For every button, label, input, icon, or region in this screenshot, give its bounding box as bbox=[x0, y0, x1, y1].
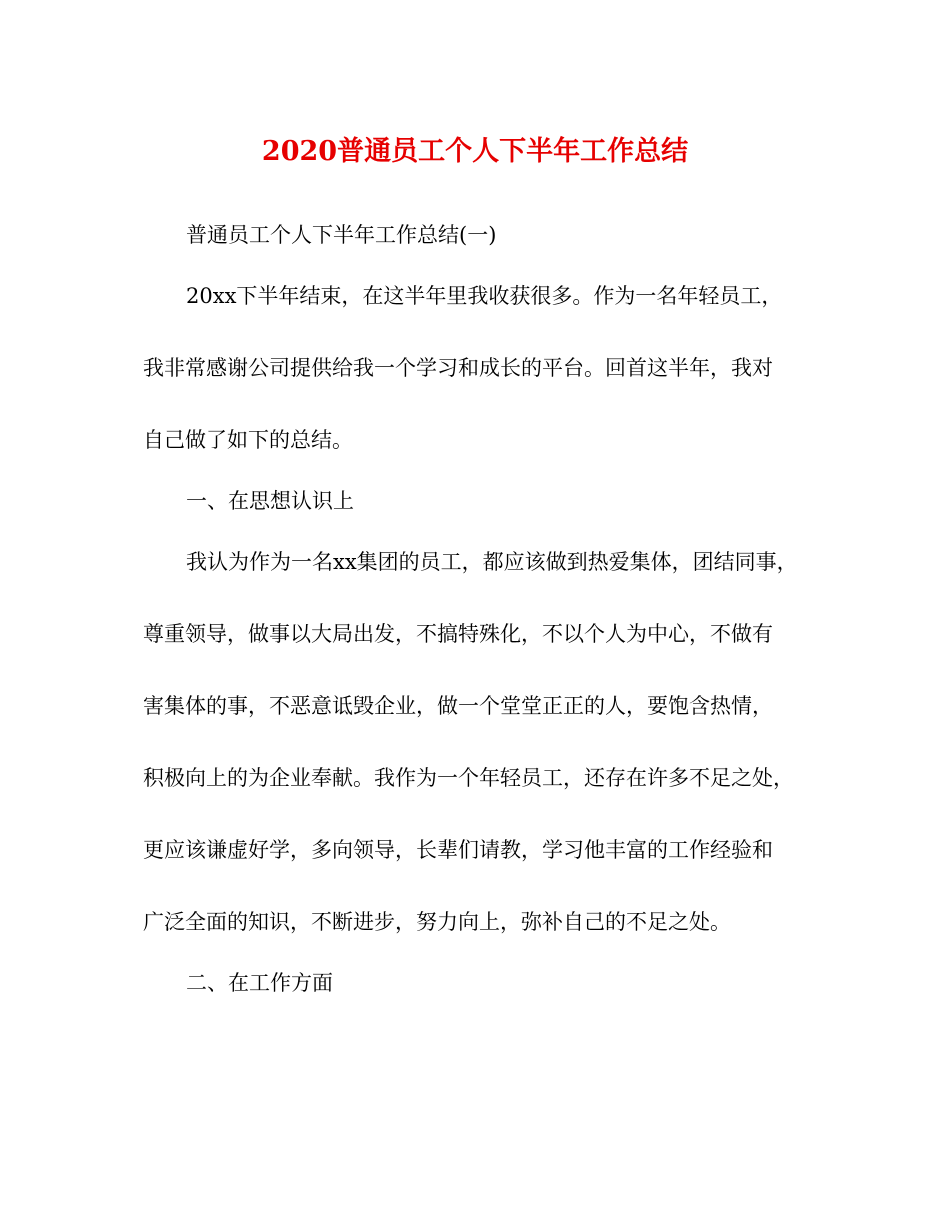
paragraph-line: 积极向上的为企业奉献。我作为一个年轻员工，还存在许多不足之处， bbox=[143, 766, 794, 790]
paragraph-line: 尊重领导，做事以大局出发，不搞特殊化，不以个人为中心，不做有 bbox=[143, 622, 773, 646]
paragraph-line: 我认为作为一名xx集团的员工，都应该做到热爱集体，团结同事， bbox=[186, 550, 798, 574]
paragraph-line: 我非常感谢公司提供给我一个学习和成长的平台。回首这半年，我对 bbox=[143, 356, 773, 380]
document-title: 2020普通员工个人下半年工作总结 bbox=[261, 136, 689, 167]
paragraph-line: 害集体的事，不恶意诋毁企业，做一个堂堂正正的人，要饱含热情， bbox=[143, 694, 773, 718]
paragraph-line: 20xx下半年结束，在这半年里我收获很多。作为一名年轻员工， bbox=[186, 284, 783, 308]
section-heading-1: 一、在思想认识上 bbox=[186, 489, 354, 513]
section-heading-2: 二、在工作方面 bbox=[186, 971, 333, 995]
paragraph-line: 自己做了如下的总结。 bbox=[143, 428, 353, 452]
paragraph-line: 广泛全面的知识，不断进步，努力向上，弥补自己的不足之处。 bbox=[143, 910, 731, 934]
paragraph-line: 更应该谦虚好学，多向领导，长辈们请教，学习他丰富的工作经验和 bbox=[143, 838, 773, 862]
subtitle-line: 普通员工个人下半年工作总结(一) bbox=[186, 223, 497, 247]
